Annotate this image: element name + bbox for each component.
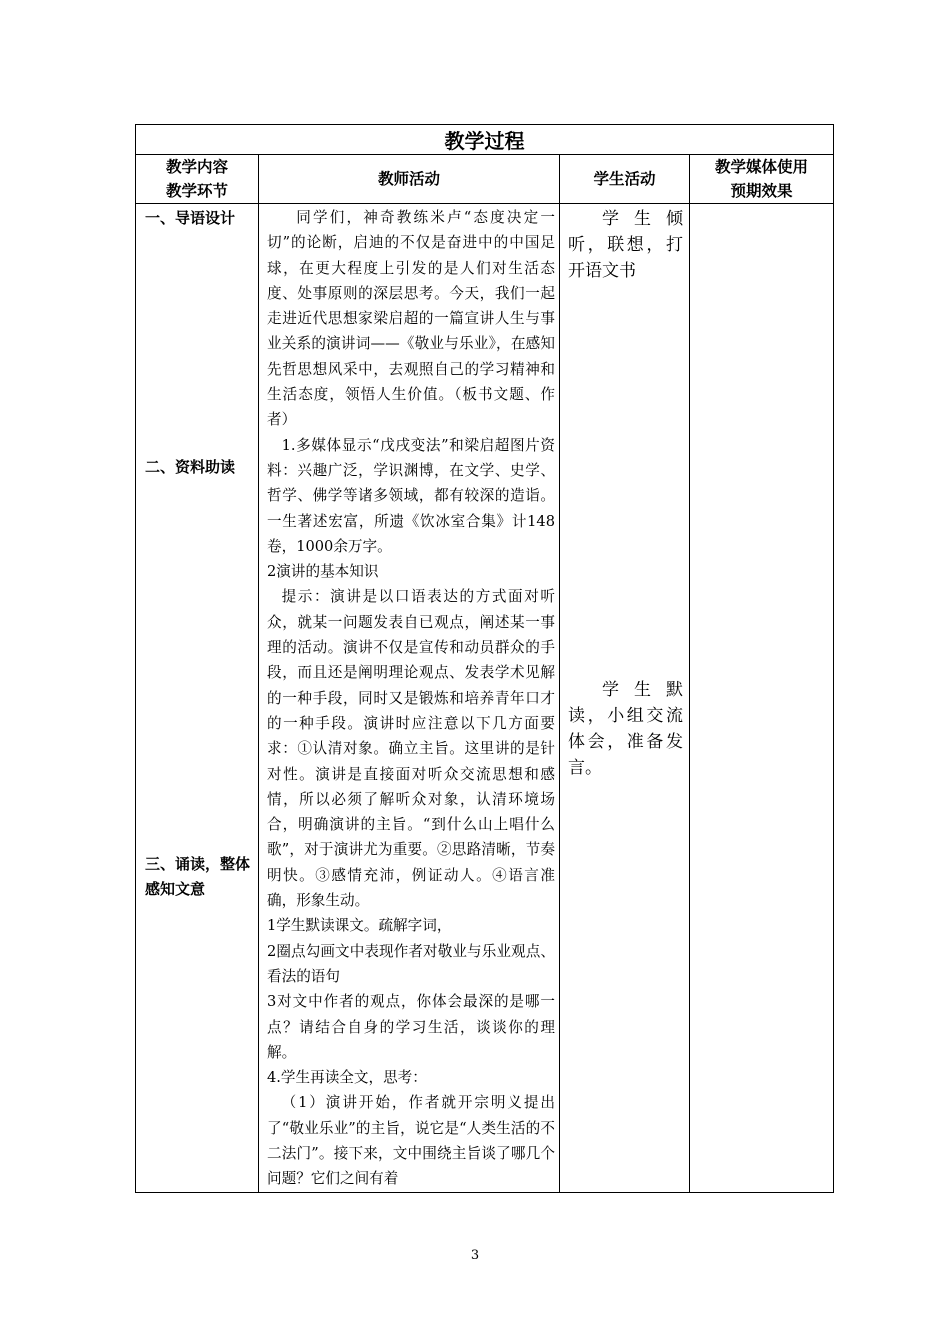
- header-content-stage: [136, 155, 259, 204]
- header-media-effect: [690, 155, 834, 204]
- teacher-paragraph: 2演讲的基本知识: [267, 563, 379, 581]
- section-reading-aid-label: 二、资料助读: [145, 458, 236, 476]
- teacher-activity-column: [259, 204, 560, 1193]
- table-title: 教学过程: [136, 125, 834, 155]
- stage-column: [136, 204, 259, 1193]
- teaching-process-table: [135, 124, 834, 1193]
- header-content-line: 教学内容: [165, 158, 228, 176]
- header-effect-line: 预期效果: [730, 182, 793, 200]
- header-teacher-activity: 教师活动: [259, 155, 560, 204]
- teacher-paragraph: 1.多媒体显示“戊戌变法”和梁启超图片资料：兴趣广泛，学识渊博，在文学、史学、哲学、佛学等诸多领域，都有较深的造诣。一生著述宏富，所遗《饮冰室合集》计148卷，1000余万字。: [267, 436, 555, 555]
- table-row: [136, 204, 834, 1193]
- header-student-activity: 学生活动: [560, 155, 690, 204]
- teacher-paragraph: 2圈点勾画文中表现作者对敬业与乐业观点、看法的语句: [267, 942, 555, 985]
- teacher-paragraph: 提示：演讲是以口语表达的方式面对听众，就某一问题发表自已观点，阐述某一事理的活动。演讲不仅是宣传和动员群众的手段，而且还是阐明理论观点、发表学术见解的一种手段，同时又是锻炼和培养青年口才的一种手段。演讲时应注意以下几方面要求：①认清对象。确立主旨。这里讲的是针对性。演讲是直接面对听众交流思想和感情，所以必须了解听众对象，认清环境场合，明确演讲的主旨。“到什么山上唱什么歌”，对于演讲尤为重要。②思路清晰，节奏明快。③感情充沛，例证动人。④语言准确，形象生动。: [267, 588, 555, 910]
- student-activity-intro: 学生倾听，联想，打开语文书: [568, 209, 683, 281]
- page-number: 3: [470, 1248, 480, 1263]
- header-media-line: 教学媒体使用: [714, 158, 808, 176]
- section-intro-label: 一、导语设计: [145, 209, 236, 227]
- teacher-paragraph: 同学们，神奇教练米卢“态度决定一切”的论断，启迪的不仅是奋进中的中国足球，在更大程度上引发的是人们对生活态度、处事原则的深层思考。今天，我们一起走进近代思想家梁启超的一篇宣讲人生与事业关系的演讲词——《敬业与乐业》，在感知先哲思想风采中，去观照自己的学习精神和生活态度，领悟人生价值。（板书文题、作者）: [267, 209, 555, 429]
- teacher-paragraph: 4.学生再读全文，思考：: [267, 1069, 427, 1087]
- teacher-paragraph: 1学生默读课文。疏解字词，: [267, 917, 452, 935]
- header-stage-line: 教学环节: [165, 182, 228, 200]
- student-activity-reading: 学生默读，小组交流体会，准备发言。: [568, 680, 683, 778]
- student-activity-column: [560, 204, 690, 1193]
- teacher-paragraph: （1）演讲开始，作者就开宗明义提出了“敬业乐业”的主旨，说它是“人类生活的不二法门”。接下来，文中围绕主旨谈了哪几个问题？它们之间有着: [267, 1094, 555, 1188]
- section-reading-label: 三、诵读，整体感知文意: [145, 855, 251, 898]
- teacher-paragraph: 3对文中作者的观点，你体会最深的是哪一点？请结合自身的学习生活，谈谈你的理解。: [267, 993, 555, 1061]
- media-effect-column: [690, 204, 834, 1193]
